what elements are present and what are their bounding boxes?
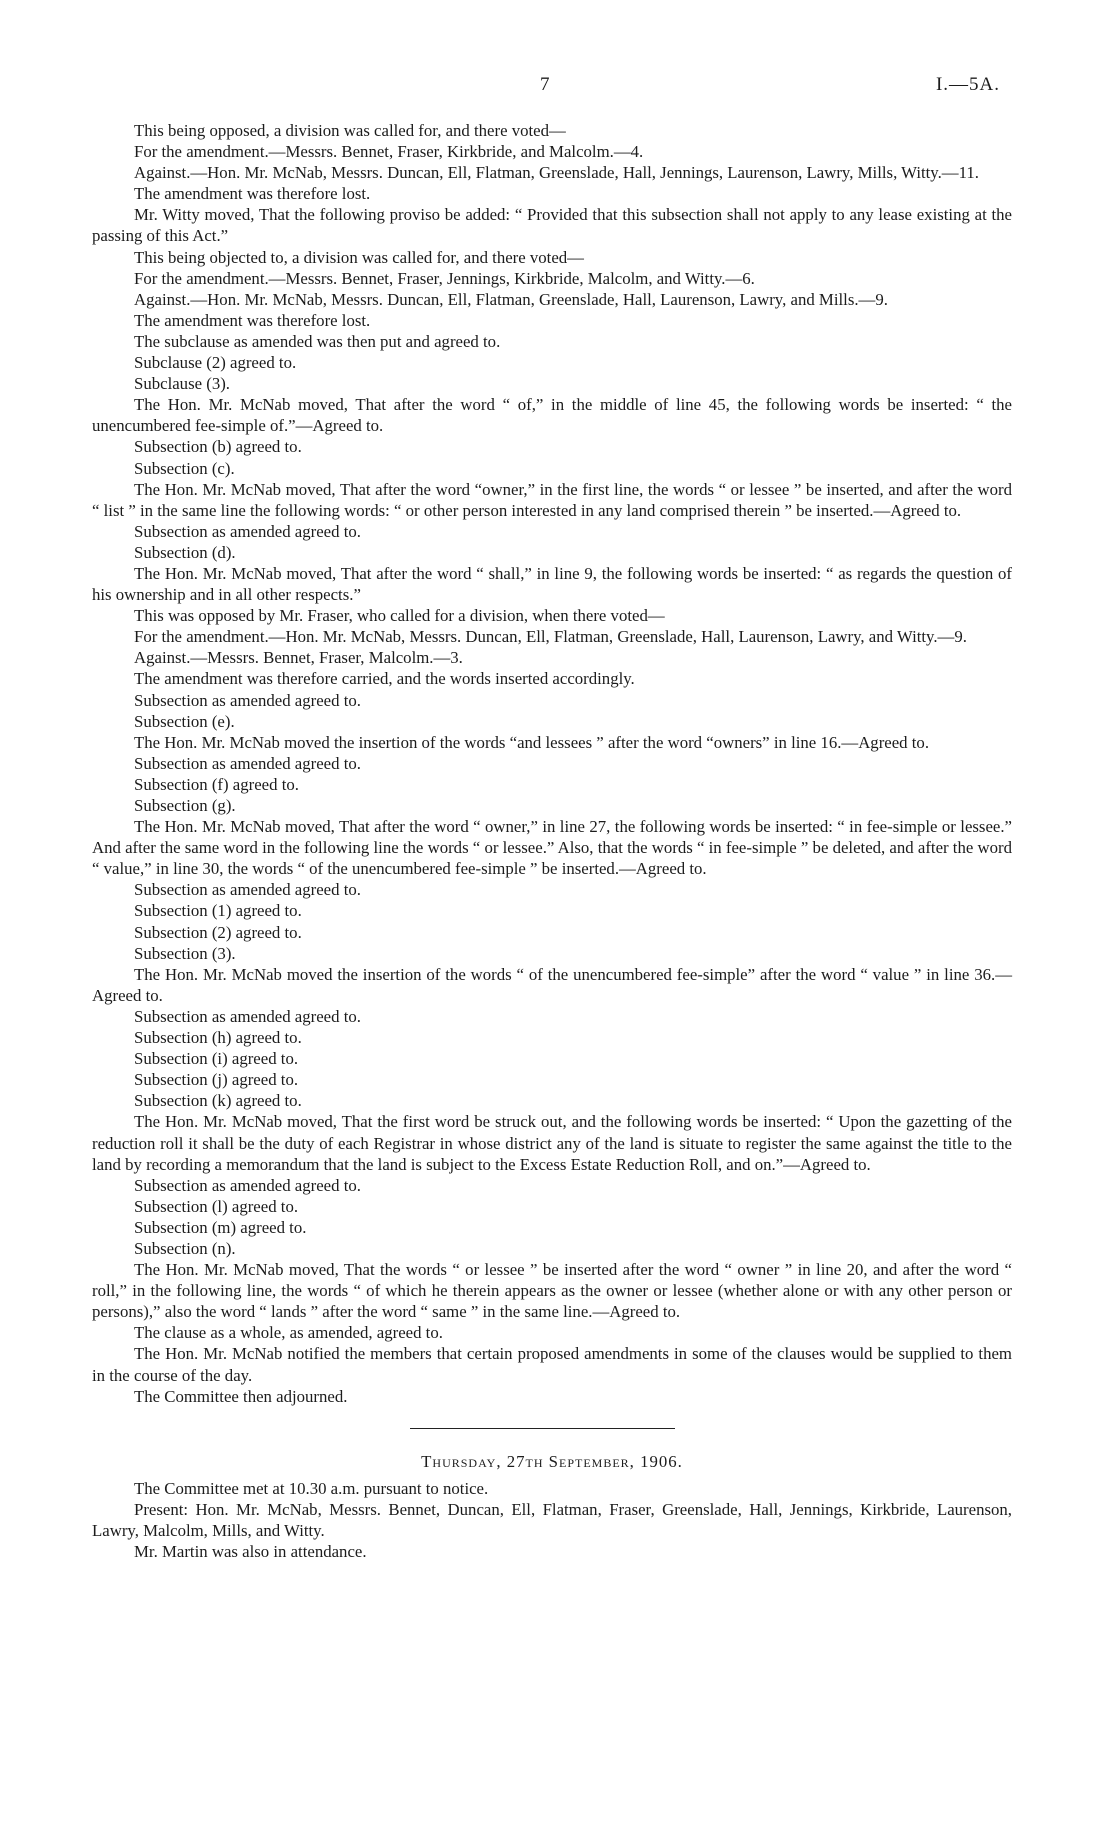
paragraph: For the amendment.—Messrs. Bennet, Fraser, Jennings, Kirkbride, Malcolm, and Witty.—6. [134, 268, 755, 288]
paragraph: For the amendment.—Hon. Mr. McNab, Messrs. Duncan, Ell, Flatman, Greenslade, Hall, Laurenson, Lawry, and Witty.—9. [134, 627, 967, 647]
page-header [0, 74, 1114, 104]
paragraph: Subsection (i) agreed to. [134, 1049, 299, 1069]
paragraph: Subclause (2) agreed to. [134, 353, 297, 373]
paragraph: Subsection (m) agreed to. [134, 1217, 307, 1237]
paragraph: Mr. Witty moved, That the following proviso be added: “ Provided that this subsection shall not apply to any lease existing at the passing of this Act.” [92, 205, 1012, 246]
section-divider [410, 1428, 675, 1429]
paragraph: The Hon. Mr. McNab moved, That after the word “ shall,” in line 9, the following words be inserted: “ as regards the question of his ownership and in all other respects.” [92, 563, 1012, 605]
paragraph: The Hon. Mr. McNab moved, That the first word be struck out, and the following words be inserted: “ Upon the gazetting of the reduction roll it shall be the duty of each Registrar in whose district any of the land is situate to register the same against the title to the land by recording a memorandum that the land is subject to the Excess Estate Reduction Roll, and on.”—Agreed to. [92, 1112, 1012, 1174]
paragraph: Subsection (j) agreed to. [134, 1070, 299, 1090]
paragraph: The Hon. Mr. McNab moved the insertion of the words “ of the unencumbered fee-simple” after the word “ value ” in line 36.—Agreed to. [92, 964, 1012, 1005]
paragraph: Subsection (c). [134, 458, 235, 478]
paragraph: Subsection as amended agreed to. [134, 880, 361, 900]
paragraph: The amendment was therefore lost. [134, 310, 371, 330]
paragraph: Subsection (3). [134, 943, 236, 963]
paragraph: The subclause as amended was then put and agreed to. [134, 331, 501, 351]
paragraph: This being opposed, a division was called for, and there voted— [134, 121, 566, 140]
paragraph: Subsection (1) agreed to. [134, 901, 302, 921]
paragraph: Subsection (k) agreed to. [134, 1091, 302, 1111]
paragraph: Against.—Hon. Mr. McNab, Messrs. Duncan, Ell, Flatman, Greenslade, Hall, Laurenson, Lawry, and Mills.—9. [134, 289, 888, 309]
paragraph: The Committee then adjourned. [134, 1386, 348, 1406]
paragraph: The Hon. Mr. McNab moved, That the words “ or lessee ” be inserted after the word “ owner ” in line 20, and after the word “ roll,” in the following line, the words “ of which he therein appears as the owner or lessee (whether alone or with any other person or persons),” also the word “ lands ” after the word “ same ” in the same line.—Agreed to. [92, 1260, 1012, 1322]
paragraph: Against.—Messrs. Bennet, Fraser, Malcolm.—3. [134, 648, 463, 668]
paragraph: The Hon. Mr. McNab moved the insertion of the words “and lessees ” after the word “owners” in line 16.—Agreed to. [134, 732, 930, 752]
page-body [92, 120, 1012, 1562]
paragraph: The amendment was therefore carried, and the words inserted accordingly. [134, 669, 635, 689]
paragraph: Subclause (3). [134, 374, 231, 394]
paragraph: Mr. Martin was also in attendance. [134, 1542, 367, 1562]
paragraph: Subsection (d). [134, 542, 236, 562]
meeting-date-heading: Thursday, 27th September, 1906. [421, 1451, 683, 1471]
paragraph: Subsection (n). [134, 1238, 236, 1258]
paragraph: The Hon. Mr. McNab moved, That after the word “ of,” in the middle of line 45, the following words be inserted: “ the unencumbered fee-simple of.”—Agreed to. [92, 395, 1012, 436]
document-reference: I.—5A. [935, 74, 1000, 95]
paragraph: Subsection (f) agreed to. [134, 774, 299, 794]
paragraph: Subsection as amended agreed to. [134, 1175, 361, 1195]
paragraph: Subsection (l) agreed to. [134, 1196, 299, 1216]
paragraph: Subsection (h) agreed to. [134, 1028, 302, 1048]
paragraph: Subsection as amended agreed to. [134, 1006, 361, 1026]
paragraph: Against.—Hon. Mr. McNab, Messrs. Duncan, Ell, Flatman, Greenslade, Hall, Jennings, Laurenson, Lawry, Mills, Witty.—11. [134, 163, 979, 183]
paragraph: Subsection (e). [134, 711, 235, 731]
paragraph: Subsection as amended agreed to. [134, 690, 361, 710]
paragraph: The Hon. Mr. McNab moved, That after the word “ owner,” in line 27, the following words be inserted: “ in fee-simple or lessee.” And after the same word in the following line the words “ or lessee.” Also, that the words “ in fee-simple ” be deleted, and after the word “ value,” in line 30, the words “ of the unencumbered fee-simple ” be inserted.—Agreed to. [92, 817, 1012, 879]
paragraph: This being objected to, a division was called for, and there voted— [134, 247, 584, 267]
meeting-paragraphs [92, 1478, 1012, 1562]
paragraph: The Hon. Mr. McNab moved, That after the word “owner,” in the first line, the words “ or lessee ” be inserted, and after the word “ list ” in the same line the following words: “ or other person interested in any land comprised therein ” be inserted.—Agreed to. [92, 479, 1012, 520]
paragraph: For the amendment.—Messrs. Bennet, Fraser, Kirkbride, and Malcolm.—4. [134, 142, 644, 162]
paragraph: Subsection as amended agreed to. [134, 753, 361, 773]
page-number: 7 [540, 74, 550, 95]
paragraph: The clause as a whole, as amended, agreed to. [134, 1323, 443, 1343]
paragraph: Subsection (b) agreed to. [134, 437, 302, 457]
paragraph: The amendment was therefore lost. [134, 184, 371, 204]
minutes-paragraphs [92, 120, 1012, 1407]
paragraph: The Committee met at 10.30 a.m. pursuant to notice. [134, 1478, 489, 1498]
paragraph: Subsection (g). [134, 796, 236, 815]
paragraph: This was opposed by Mr. Fraser, who called for a division, when there voted— [134, 606, 665, 626]
paragraph: Present: Hon. Mr. McNab, Messrs. Bennet, Duncan, Ell, Flatman, Fraser, Greenslade, Hall, Jennings, Kirkbride, Laurenson, Lawry, Malcolm, Mills, and Witty. [92, 1499, 1012, 1540]
paragraph: Subsection (2) agreed to. [134, 922, 302, 942]
paragraph: Subsection as amended agreed to. [134, 521, 361, 541]
paragraph: The Hon. Mr. McNab notified the members that certain proposed amendments in some of the clauses would be supplied to them in the course of the day. [92, 1344, 1012, 1385]
